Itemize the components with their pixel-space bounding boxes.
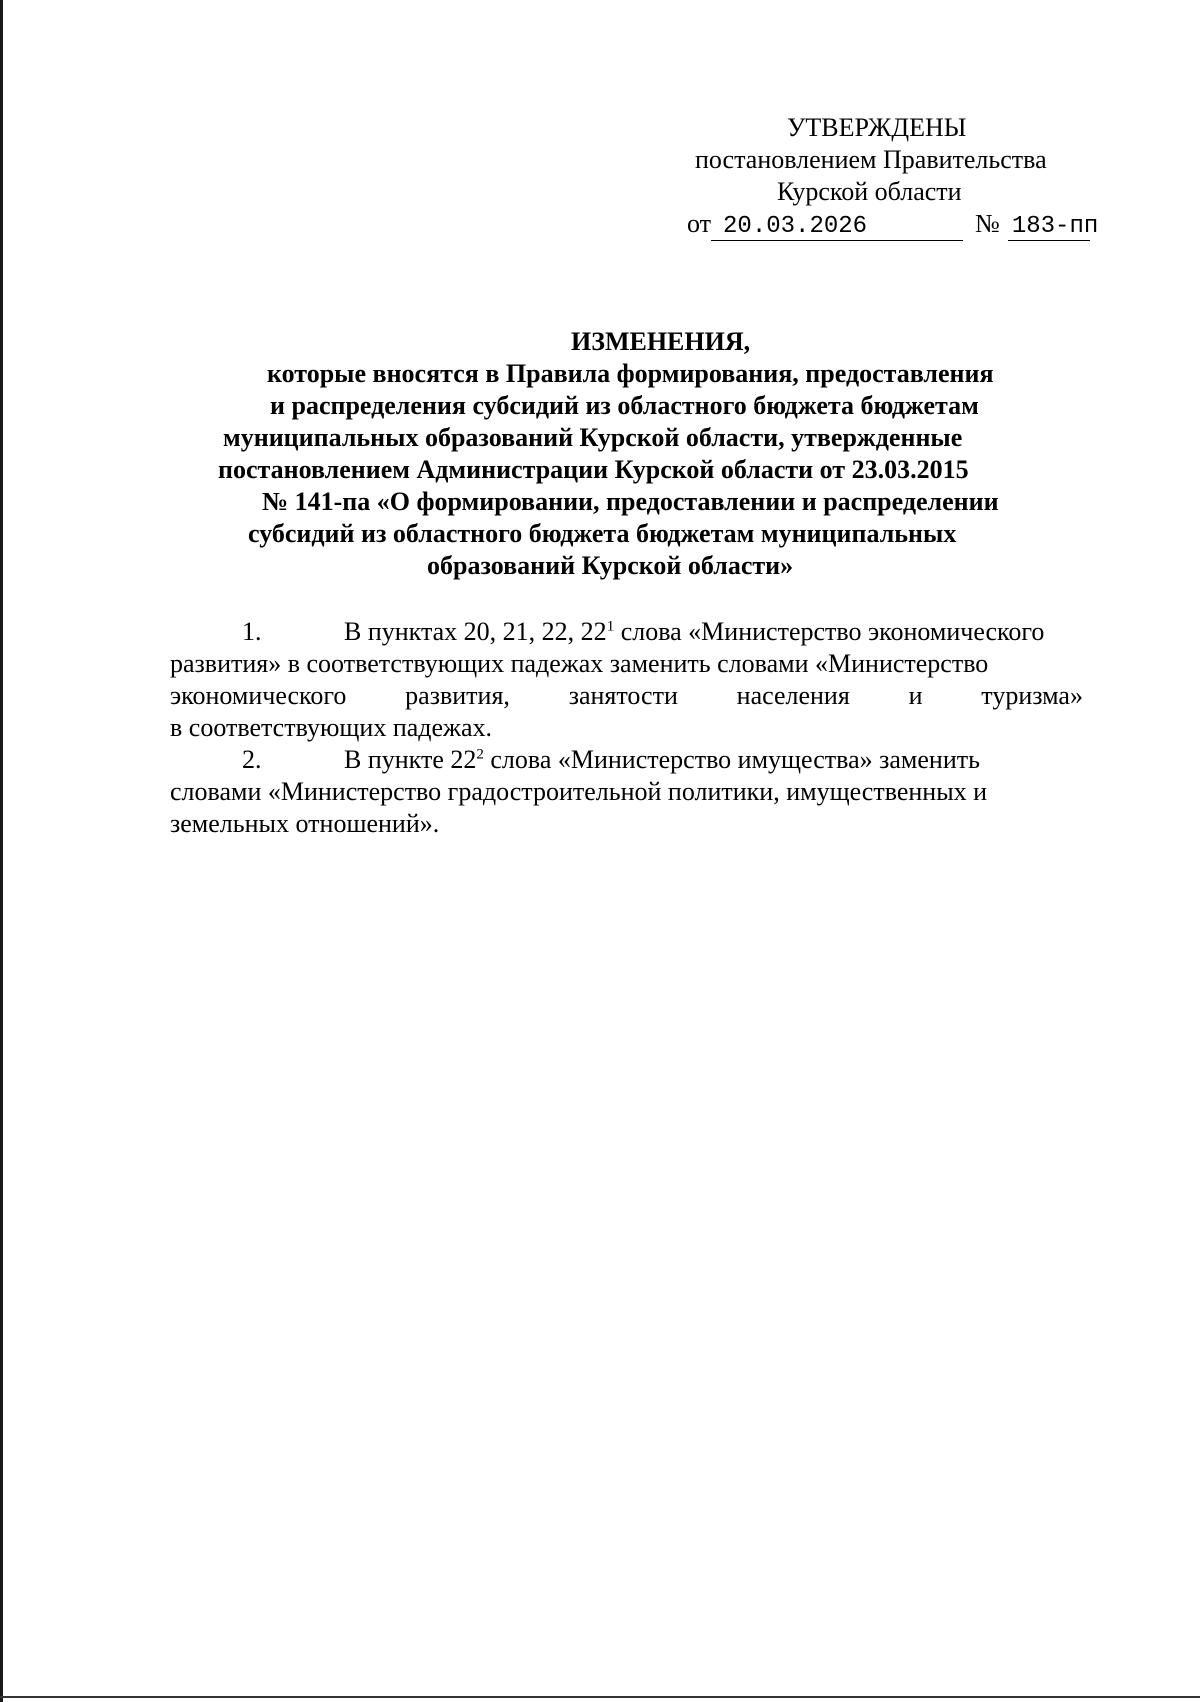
item-2-line-2: словами «Министерство градостроительной политики, имущественных и xyxy=(170,777,988,806)
heading-line: субсидий из областного бюджета бюджетам муниципальных xyxy=(248,519,957,548)
heading-line: образований Курской области» xyxy=(427,551,794,580)
item-2-line-3: земельных отношений». xyxy=(170,809,440,838)
heading-title: ИЗМЕНЕНИЯ, xyxy=(571,327,751,356)
document-heading xyxy=(170,326,1070,582)
approval-title: УТВЕРЖДЕНЫ xyxy=(787,113,967,142)
item-text: В пункте 22 xyxy=(344,745,477,774)
scan-edge-bottom xyxy=(0,1696,1200,1698)
superscript: 1 xyxy=(606,618,615,635)
item-text: В пунктах 20, 21, 22, 22 xyxy=(344,617,607,646)
item-text: слова «Министерство экономического xyxy=(614,617,1045,646)
heading-line: № 141-па «О формировании, предоставлении и распределении xyxy=(262,487,999,516)
approval-number: 183-пп xyxy=(1008,214,1090,241)
date-prefix: от xyxy=(687,209,712,238)
approval-date: 20.03.2026 xyxy=(711,214,963,241)
heading-line: постановлением Администрации Курской области от 23.03.2015 xyxy=(218,455,969,484)
number-prefix: № xyxy=(975,209,1000,238)
document-body xyxy=(170,616,1083,840)
item-1-line-4: в соответствующих падежах. xyxy=(170,713,493,742)
approval-block xyxy=(660,112,1120,241)
scan-edge-left xyxy=(0,0,3,1702)
item-word: и xyxy=(908,681,923,710)
item-word: занятости xyxy=(568,681,678,710)
item-1-line-2: развития» в соответствующих падежах заменить словами «Министерство xyxy=(170,649,989,678)
list-item xyxy=(170,616,1083,744)
item-word: экономического xyxy=(170,681,347,710)
heading-line: которые вносятся в Правила формирования, предоставления xyxy=(267,359,994,388)
item-word: туризма» xyxy=(981,681,1083,710)
superscript: 2 xyxy=(476,746,484,763)
approval-line-1: постановлением Правительства xyxy=(695,145,1047,174)
item-number: 1. xyxy=(242,617,262,646)
heading-line: и распределения субсидий из областного бюджета бюджетам xyxy=(270,391,979,420)
approval-line-2: Курской области xyxy=(777,177,962,206)
item-2-line-1 xyxy=(170,744,1083,776)
item-word: населения xyxy=(736,681,850,710)
item-text: слова «Министерство имущества» заменить xyxy=(483,745,980,774)
approval-date-row xyxy=(660,208,1120,241)
item-1-line-1 xyxy=(170,616,1083,648)
heading-line: муниципальных образований Курской области, утвержденные xyxy=(223,423,963,452)
list-item xyxy=(170,744,1083,840)
item-number: 2. xyxy=(242,745,262,774)
item-1-line-3 xyxy=(170,680,1083,712)
item-word: развития, xyxy=(405,681,510,710)
